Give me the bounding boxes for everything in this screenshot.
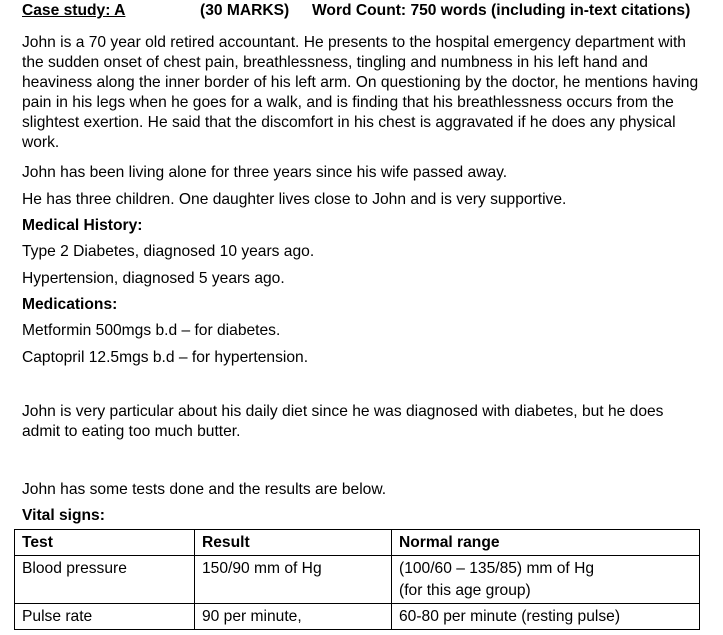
- social-children-text: He has three children. One daughter lives close to John and is very supportive.: [22, 191, 567, 208]
- test-cell: Blood pressure: [15, 556, 195, 604]
- result-cell: 150/90 mm of Hg: [195, 556, 392, 604]
- diet-text-line: John is very particular about his daily diet since he was diagnosed with diabetes, but he does: [22, 403, 664, 420]
- medications-heading: Medications:: [22, 296, 118, 313]
- medication-item: Captopril 12.5mgs b.d – for hypertension.: [22, 349, 309, 366]
- case-description-line: pain in his legs when he goes for a walk, and is finding that his breathlessness occurs from the: [22, 94, 674, 111]
- medication-item: Metformin 500mgs b.d – for diabetes.: [22, 322, 281, 339]
- vital-signs-heading: Vital signs:: [22, 507, 105, 524]
- case-description-line: slightest exertion. He said that the discomfort in his chest is aggravated if he does any physical: [22, 114, 676, 131]
- case-description-line: the sudden onset of chest pain, breathlessness, tingling and numbness in his left hand and: [22, 54, 648, 71]
- column-header-normal-range: Normal range: [392, 530, 700, 556]
- social-living-text: John has been living alone for three years since his wife passed away.: [22, 164, 508, 181]
- table-header-row: [15, 530, 700, 556]
- tests-intro-text: John has some tests done and the results are below.: [22, 481, 387, 498]
- case-description-line: John is a 70 year old retired accountant. He presents to the hospital emergency department with: [22, 34, 686, 51]
- medical-history-item: Type 2 Diabetes, diagnosed 10 years ago.: [22, 243, 315, 260]
- column-header-result: Result: [195, 530, 392, 556]
- case-study-title: Case study: A: [22, 2, 126, 19]
- medical-history-item: Hypertension, diagnosed 5 years ago.: [22, 270, 285, 287]
- case-description-line: work.: [22, 134, 60, 151]
- diet-text-line: admit to eating too much butter.: [22, 423, 241, 440]
- normal-range-line: 60-80 per minute (resting pulse): [399, 608, 621, 625]
- result-cell: 90 per minute,: [195, 604, 392, 630]
- test-cell: Pulse rate: [15, 604, 195, 630]
- table-row: [15, 556, 700, 604]
- word-count-label: Word Count: 750 words (including in-text citations): [312, 2, 691, 19]
- normal-range-line: (for this age group): [399, 582, 531, 599]
- column-header-test: Test: [15, 530, 195, 556]
- case-description-line: heaviness along the inner border of his left arm. On questioning by the doctor, he mentions having: [22, 74, 699, 91]
- table-row: [15, 604, 700, 630]
- marks-label: (30 MARKS): [200, 2, 290, 19]
- normal-range-line: (100/60 – 135/85) mm of Hg: [399, 560, 595, 577]
- medical-history-heading: Medical History:: [22, 217, 143, 234]
- vital-signs-table: [14, 529, 700, 630]
- normal-range-cell: [392, 604, 700, 630]
- normal-range-cell: [392, 556, 700, 604]
